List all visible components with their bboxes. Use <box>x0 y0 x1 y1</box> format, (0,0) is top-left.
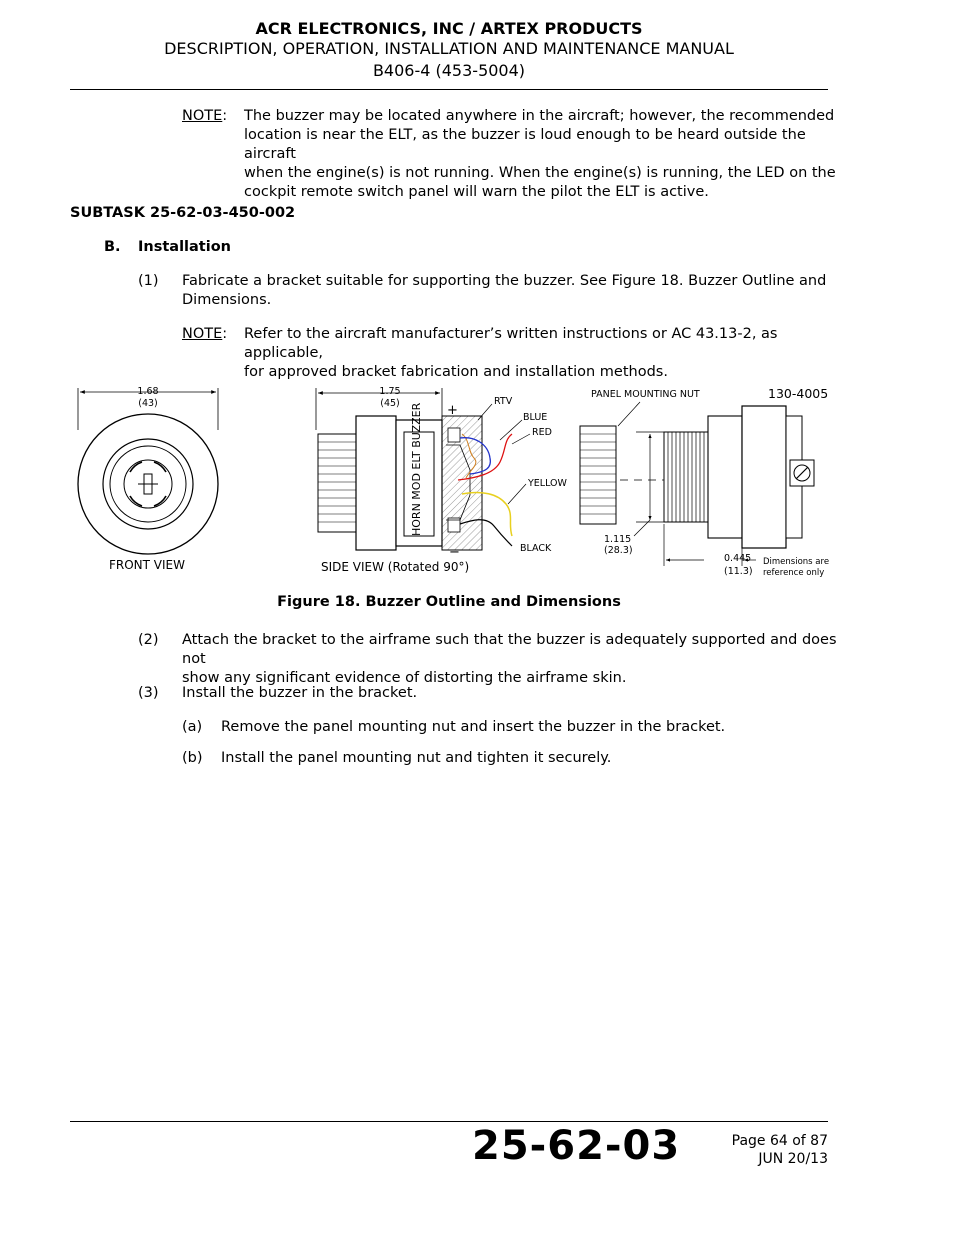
note2-text: Refer to the aircraft manufacturer’s written instructions or AC 43.13-2, as applicable, for approved bracket fabrication and installation methods. <box>244 326 778 380</box>
note1-label: NOTE: <box>182 108 228 124</box>
height-dimension: 1.115 <box>604 534 632 545</box>
note2-label: NOTE: <box>182 326 228 342</box>
step3a-text: Remove the panel mounting nut and insert the buzzer in the bracket. <box>221 719 726 735</box>
header-company: ACR ELECTRONICS, INC / ARTEX PRODUCTS <box>255 19 643 38</box>
step1-text: Fabricate a bracket suitable for supporting the buzzer. See Figure 18. Buzzer Outline and Dimensions. <box>182 273 827 308</box>
rtv-label: RTV <box>494 396 513 407</box>
plus-terminal: + <box>447 403 458 418</box>
step2-number: (2) <box>138 632 159 648</box>
front-width-dimension: 1.68 (43) <box>137 386 159 409</box>
height-dimension-mm: (28.3) <box>604 545 633 556</box>
part-number: 130-4005 <box>768 386 829 401</box>
step1-number: (1) <box>138 273 159 289</box>
profile-view <box>580 386 829 578</box>
figure-caption: Figure 18. Buzzer Outline and Dimensions <box>277 594 621 610</box>
minus-terminal: − <box>449 545 460 560</box>
side-width-dimension: 1.75 (45) <box>379 386 401 409</box>
step3b-text: Install the panel mounting nut and tighten it securely. <box>221 750 612 766</box>
header-manual-title: DESCRIPTION, OPERATION, INSTALLATION AND MAINTENANCE MANUAL <box>164 39 734 58</box>
red-label: RED <box>532 427 552 438</box>
reference-note-line1: Dimensions are <box>763 557 830 567</box>
section-title: Installation <box>138 239 231 255</box>
side-view <box>316 388 568 560</box>
panel-mounting-nut-label: PANEL MOUNTING NUT <box>591 389 700 400</box>
step3a-number: (a) <box>182 719 203 735</box>
footer-doc-number: 25-62-03 <box>472 1123 681 1169</box>
section-letter: B. <box>104 239 121 255</box>
side-view-label: SIDE VIEW (Rotated 90°) <box>321 560 470 574</box>
front-view <box>78 388 218 554</box>
step3-text: Install the buzzer in the bracket. <box>182 685 418 701</box>
footer-date: JUN 20/13 <box>758 1151 828 1167</box>
depth-dimension: 0.445 <box>724 553 752 564</box>
step3-number: (3) <box>138 685 159 701</box>
subtask-heading: SUBTASK 25-62-03-450-002 <box>70 205 296 221</box>
step3b-number: (b) <box>182 750 203 766</box>
front-view-label: FRONT VIEW <box>109 558 186 572</box>
header-model: B406-4 (453-5004) <box>372 61 526 80</box>
footer-page-info <box>690 1132 828 1168</box>
buzzer-label-text: HORN MOD ELT BUZZER <box>410 402 423 536</box>
footer-page: Page 64 of 87 <box>731 1133 828 1149</box>
header-rule <box>70 89 828 90</box>
step2-text: Attach the bracket to the airframe such that the buzzer is adequately supported and does not show any significant evidence of distorting the airframe skin. <box>182 632 837 686</box>
note1-text: The buzzer may be located anywhere in the aircraft; however, the recommended location is near the ELT, as the buzzer is loud enough to be heard outside the aircraft when the engine(s) is not running. When the engine(s) is running, the LED on the cockpit remote switch panel will warn the pilot the ELT is active. <box>244 108 836 200</box>
reference-note-line2: reference only <box>763 568 825 578</box>
footer-rule <box>70 1121 828 1122</box>
blue-label: BLUE <box>523 412 548 423</box>
black-label: BLACK <box>520 543 552 554</box>
yellow-label: YELLOW <box>528 478 567 489</box>
depth-dimension-mm: (11.3) <box>724 566 753 577</box>
